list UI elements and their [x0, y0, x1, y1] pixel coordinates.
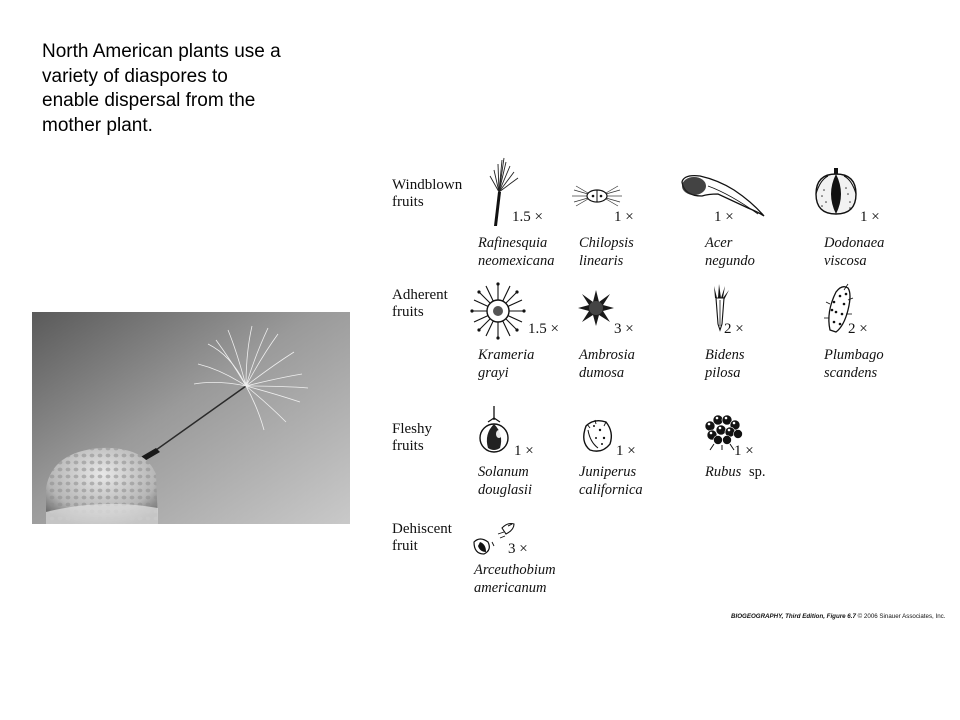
species-epithet: linearis: [579, 253, 624, 269]
category-label: Adherent: [392, 287, 448, 303]
species-epithet: dumosa: [579, 365, 625, 381]
category-windblown: [392, 177, 462, 211]
chilopsis-icon: [570, 180, 624, 212]
category-dehiscent: [392, 521, 452, 555]
species-epithet: scandens: [824, 365, 878, 381]
species-label: [705, 463, 766, 481]
category-label: fruits: [392, 438, 424, 454]
genus-name: Dodonaea: [824, 235, 885, 251]
magnification-label: 1 ×: [860, 209, 880, 225]
magnification-label: 1 ×: [614, 209, 634, 225]
category-adherent: [392, 287, 448, 321]
species-epithet: neomexicana: [478, 253, 555, 269]
species-epithet: americanum: [474, 580, 547, 596]
magnification-label: 2 ×: [848, 321, 868, 337]
category-fleshy: [392, 421, 432, 455]
species-label: [824, 234, 884, 270]
species-epithet: grayi: [478, 365, 509, 381]
category-label: fruits: [392, 304, 424, 320]
magnification-label: 3 ×: [508, 541, 528, 557]
category-label: Fleshy: [392, 421, 433, 437]
magnification-label: 1.5 ×: [512, 209, 543, 225]
species-label: [579, 234, 634, 270]
magnification-label: 2 ×: [724, 321, 744, 337]
caption-line: mother plant.: [42, 114, 153, 136]
credit-copyright: © 2006 Sinauer Associates, Inc.: [857, 613, 946, 620]
species-label: [579, 346, 635, 382]
credit-title: BIOGEOGRAPHY, Third Edition, Figure 6.7: [731, 613, 856, 620]
caption-line: North American plants use a: [42, 41, 281, 62]
genus-name: Krameria: [478, 347, 535, 363]
genus-name: Ambrosia: [579, 347, 635, 363]
category-label: fruit: [392, 538, 418, 554]
species-epithet: pilosa: [705, 365, 741, 381]
genus-name: Arceuthobium: [474, 562, 556, 578]
dodonaea-icon: [812, 164, 862, 218]
genus-name: Plumbago: [824, 347, 884, 363]
species-epithet: douglasii: [478, 482, 532, 498]
genus-name: Bidens: [705, 347, 745, 363]
species-epithet: sp.: [749, 464, 766, 480]
species-epithet: californica: [579, 482, 643, 498]
category-label: Dehiscent: [392, 521, 452, 537]
genus-name: Acer: [705, 235, 733, 251]
genus-name: Rubus: [705, 464, 742, 480]
species-label: [579, 463, 643, 499]
magnification-label: 3 ×: [614, 321, 634, 337]
figure-credit: [731, 613, 945, 620]
magnification-label: 1 ×: [714, 209, 734, 225]
species-label: [478, 463, 532, 499]
magnification-label: 1 ×: [734, 443, 754, 459]
magnification-label: 1.5 ×: [528, 321, 559, 337]
species-label: [478, 234, 555, 270]
krameria-icon: [470, 282, 526, 340]
species-label: [478, 346, 534, 382]
ambrosia-icon: [576, 288, 616, 328]
species-label: [824, 346, 884, 382]
juniperus-icon: [580, 416, 614, 454]
caption-line: enable dispersal from the: [42, 90, 256, 111]
species-label: [474, 561, 556, 597]
genus-name: Juniperus: [579, 464, 637, 480]
species-label: [705, 346, 744, 382]
category-label: Windblown: [392, 177, 463, 193]
magnification-label: 1 ×: [514, 443, 534, 459]
category-label: fruits: [392, 194, 424, 210]
genus-name: Solanum: [478, 464, 529, 480]
solanum-icon: [478, 404, 510, 456]
species-epithet: negundo: [705, 253, 755, 269]
species-epithet: viscosa: [824, 253, 867, 269]
caption-line: variety of diaspores to: [42, 65, 228, 87]
genus-name: Chilopsis: [579, 235, 634, 251]
magnification-label: 1 ×: [616, 443, 636, 459]
genus-name: Rafinesquia: [478, 235, 548, 251]
species-label: [705, 234, 755, 270]
